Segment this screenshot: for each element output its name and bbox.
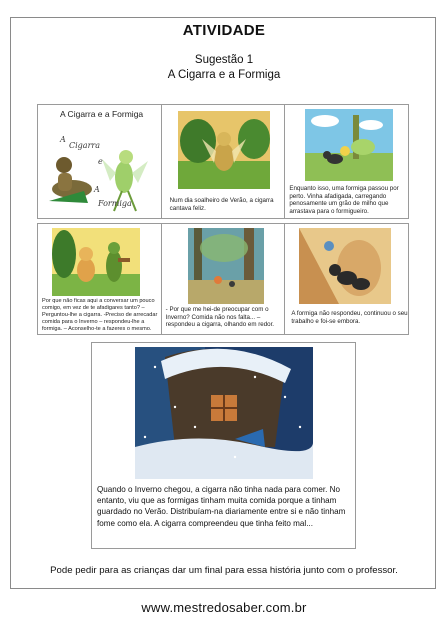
story-title: A Cigarra e a Formiga: [167, 69, 281, 81]
story-panel-4: [38, 224, 162, 334]
story-panel-3: [285, 105, 408, 218]
panel-caption: Enquanto isso, uma formiga passou por perto. Vinha afadigada, carregando penosamente um grão de milho que arrastava para o formigueiro.: [289, 185, 399, 215]
story-panel-7: [91, 342, 356, 549]
cicada-singing-illustration: [178, 111, 270, 189]
panel-caption: Por que não ficas aqui a conversar um pouco comigo, em vez de te afadigares tanto? – Perguntou-lhe a cigarra. -Preciso de arrecadar comida para o Inverno – respondeu-lhe a formiga. – Aconselho-te a fazeres o mesmo.: [42, 298, 158, 332]
panel-caption: A formiga não respondeu, continuou o seu trabalho e foi-se embora.: [291, 310, 408, 325]
art-word: Formiga: [98, 199, 132, 208]
panel-caption: - Por que me hei-de preocupar com o Inverno? Comida não nos falta... – respondeu a cigarra, olhando em redor.: [165, 306, 275, 329]
forest-scene-illustration: [188, 228, 264, 304]
art-word: Cigarra: [69, 141, 100, 150]
ant-carrying-grain-illustration: [305, 109, 393, 181]
story-panel-2: [162, 105, 286, 218]
ant-walking-away-illustration: [299, 228, 391, 304]
page-title: ATIVIDADE: [182, 22, 266, 39]
story-panel-6: [285, 224, 408, 334]
ant-and-cicada-talking-illustration: [52, 228, 140, 296]
panel-heading: A Cigarra e a Formiga: [60, 109, 144, 119]
story-panel-1: [38, 105, 162, 218]
art-word: A: [60, 135, 66, 144]
story-panel-5: [162, 224, 286, 334]
winter-snow-illustration: [135, 347, 313, 479]
suggestion-label: Sugestão 1: [194, 54, 254, 66]
art-word: A: [94, 185, 100, 194]
art-word: e: [98, 157, 103, 166]
story-grid-row-1: [37, 104, 409, 219]
panel-caption: Num dia soalheiro de Verão, a cigarra cantava feliz.: [169, 197, 274, 212]
panel-caption: Quando o Inverno chegou, a cigarra não tinha nada para comer. No entanto, viu que as formigas tinham muita comida porque a tinham guardado no Verão. Distribuíam-na diariamente entre si e não tinham fome como ela. A cigarra compreendeu que tinha feito mal...: [97, 485, 346, 528]
story-grid-row-2: [37, 223, 409, 335]
website-link[interactable]: www.mestredosaber.com.br: [141, 600, 307, 615]
activity-instruction: Pode pedir para as crianças dar um final para essa história junto com o professor.: [50, 565, 398, 576]
